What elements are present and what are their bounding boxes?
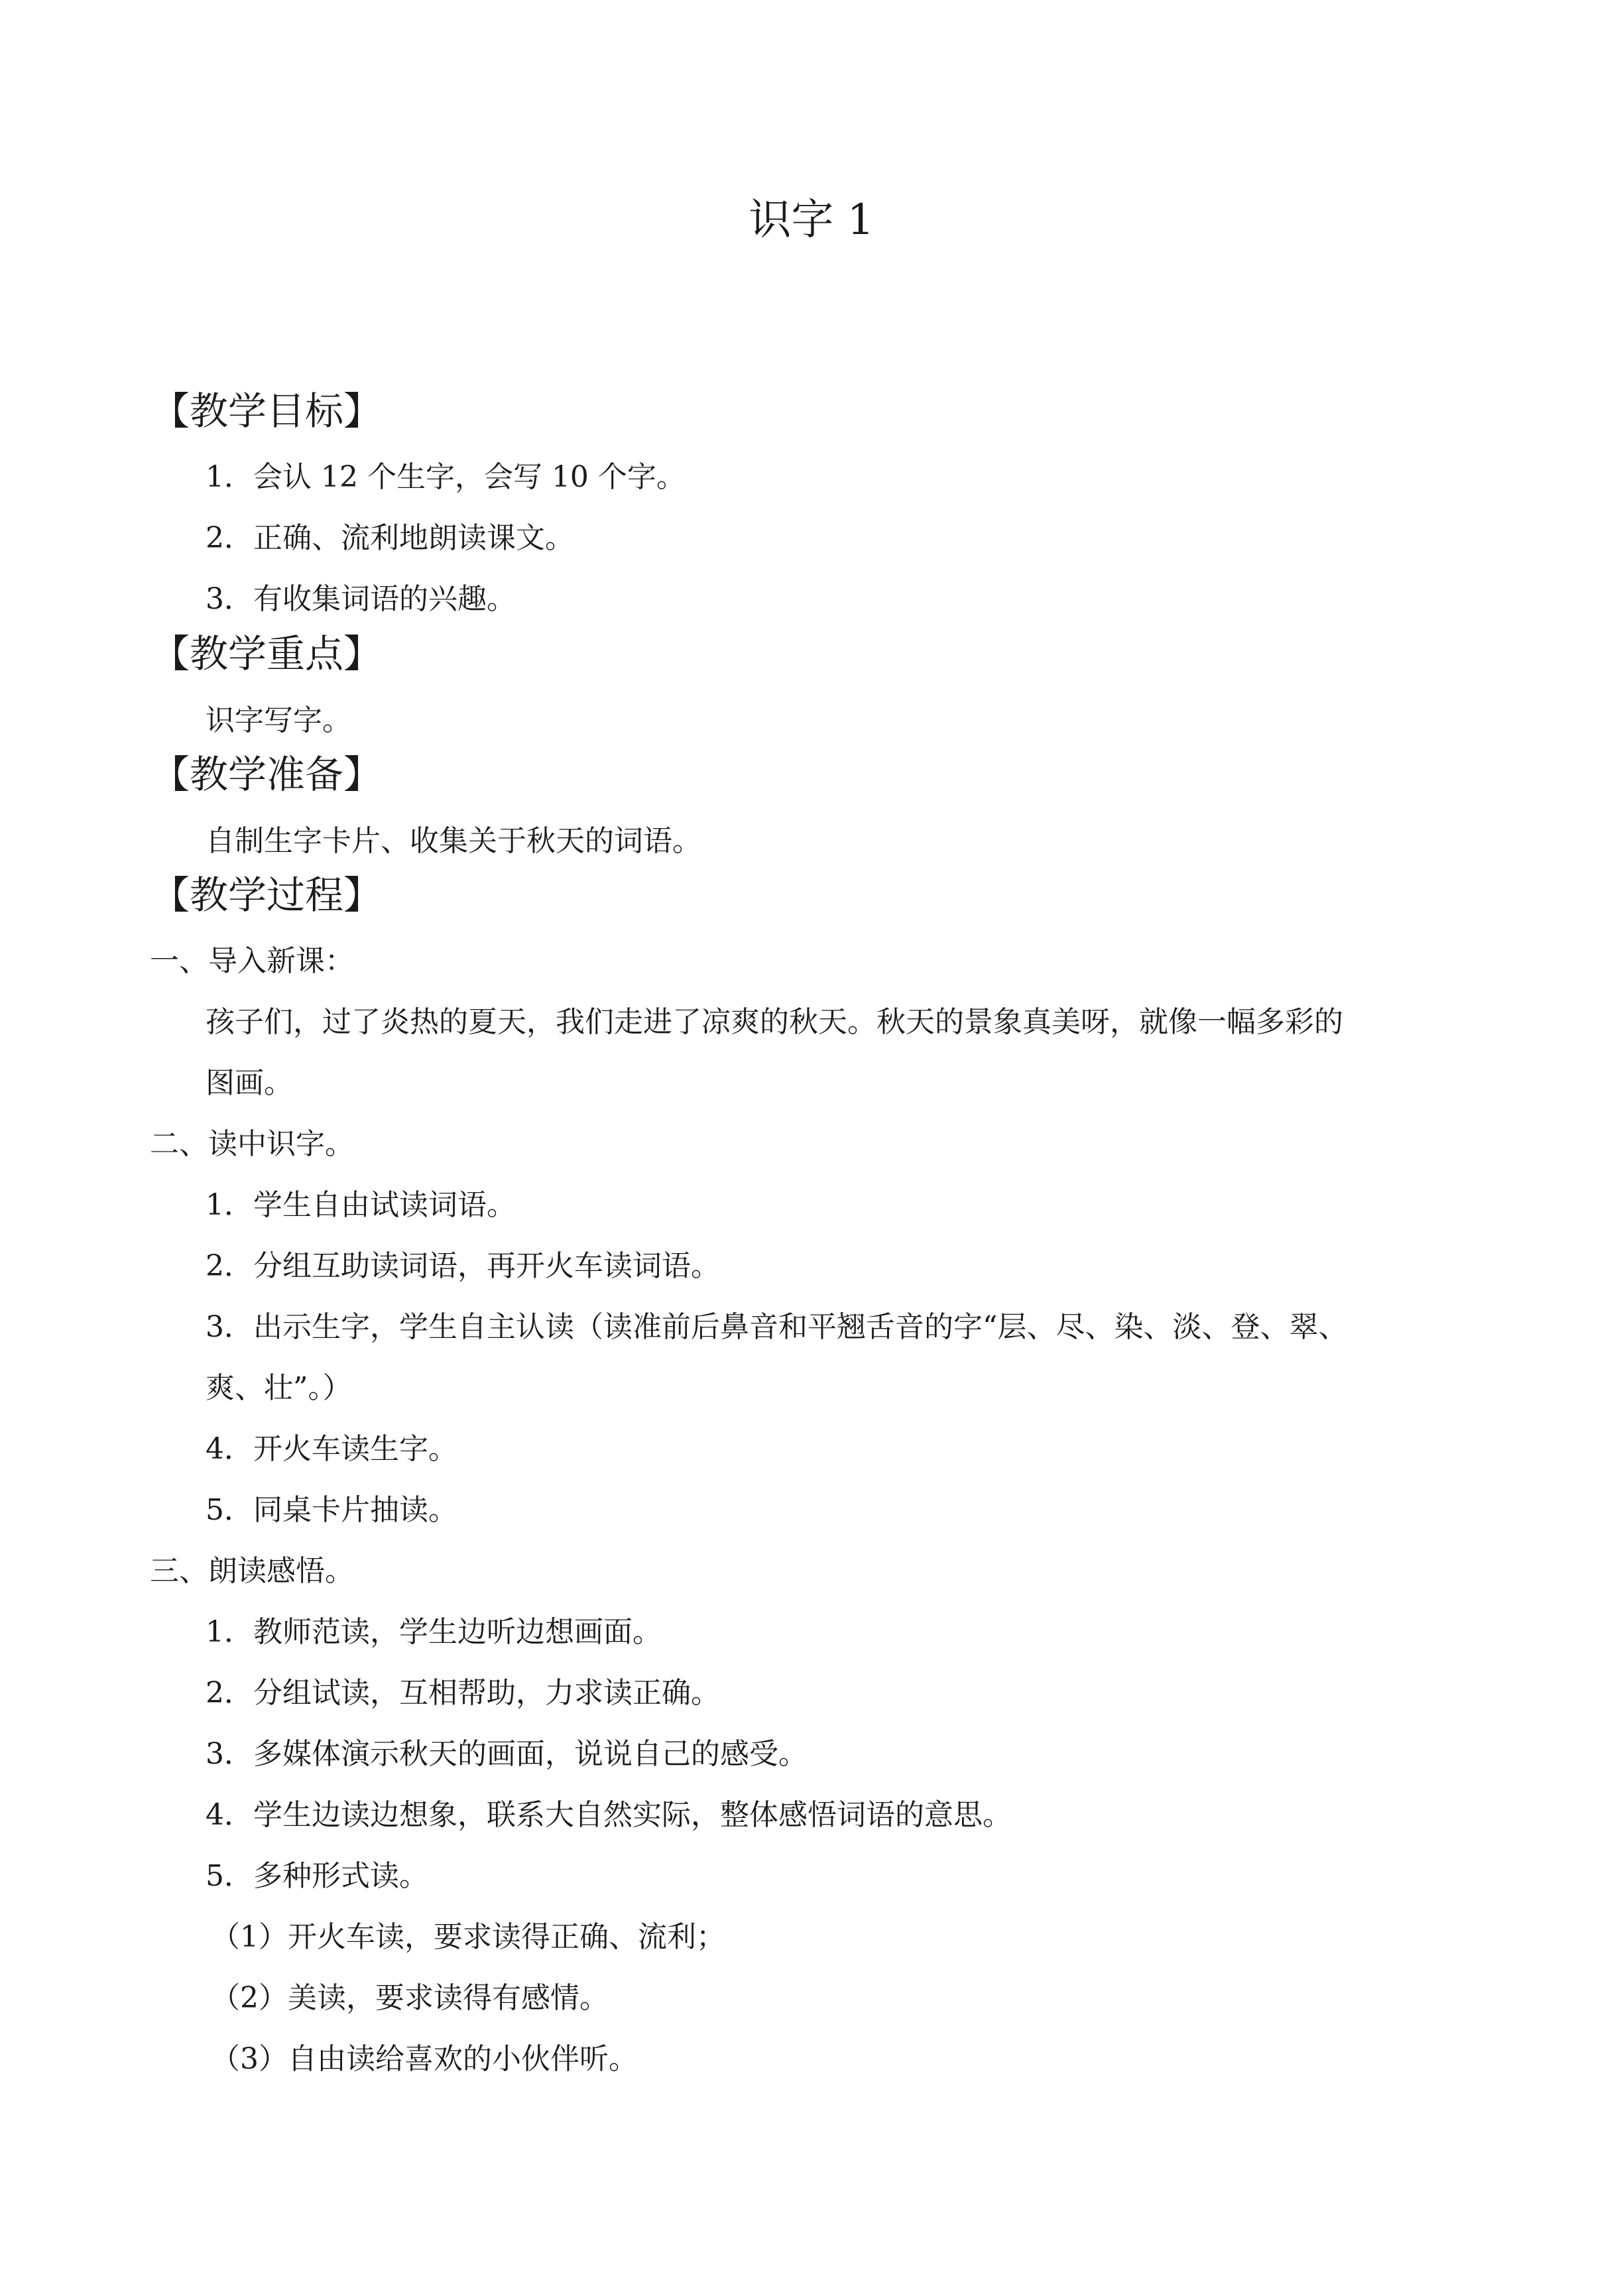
goal-item-3: 3．有收集词语的兴趣。 bbox=[206, 582, 516, 616]
process-part3-subitem: （1）开火车读，要求读得正确、流利； bbox=[211, 1920, 725, 1954]
process-part2-item: 爽、壮”。） bbox=[206, 1371, 352, 1405]
page-title: 识字 1 bbox=[749, 196, 874, 245]
process-part2-item: 2．分组互助读词语，再开火车读词语。 bbox=[206, 1249, 720, 1283]
process-part2-title: 二、读中识字。 bbox=[150, 1127, 354, 1161]
process-part3-item: 4．学生边读边想象，联系大自然实际，整体感悟词语的意思。 bbox=[206, 1798, 1012, 1832]
process-part2-item: 4．开火车读生字。 bbox=[206, 1432, 457, 1466]
goal-item-1: 1．会认 12 个生字，会写 10 个字。 bbox=[206, 460, 686, 494]
section-heading-process: 【教学过程】 bbox=[151, 873, 383, 918]
process-part3-item: 1．教师范读，学生边听边想画面。 bbox=[206, 1615, 662, 1649]
section-heading-preparation: 【教学准备】 bbox=[151, 752, 383, 797]
process-part1-title: 一、导入新课： bbox=[150, 944, 354, 978]
process-part3-subitem: （3）自由读给喜欢的小伙伴听。 bbox=[211, 2042, 638, 2076]
section-heading-key-points: 【教学重点】 bbox=[151, 631, 383, 676]
process-part3-item: 2．分组试读，互相帮助，力求读正确。 bbox=[206, 1676, 720, 1710]
section-heading-goals: 【教学目标】 bbox=[151, 389, 383, 434]
process-part2-item: 5．同桌卡片抽读。 bbox=[206, 1493, 457, 1527]
process-part2-item: 3．出示生字，学生自主认读（读准前后鼻音和平翘舌音的字“层、尽、染、淡、登、翠、 bbox=[206, 1310, 1348, 1344]
preparation-text: 自制生字卡片、收集关于秋天的词语。 bbox=[206, 824, 701, 858]
key-points-text: 识字写字。 bbox=[206, 703, 351, 737]
process-part1-text-line2: 图画。 bbox=[206, 1066, 293, 1100]
process-part3-item: 5．多种形式读。 bbox=[206, 1859, 428, 1893]
process-part3-subitem: （2）美读，要求读得有感情。 bbox=[211, 1981, 609, 2015]
goal-item-2: 2．正确、流利地朗读课文。 bbox=[206, 521, 574, 555]
process-part3-title: 三、朗读感悟。 bbox=[150, 1554, 354, 1588]
process-part2-item: 1．学生自由试读词语。 bbox=[206, 1188, 516, 1222]
process-part1-text-line1: 孩子们，过了炎热的夏天，我们走进了凉爽的秋天。秋天的景象真美呀，就像一幅多彩的 bbox=[206, 1005, 1343, 1039]
process-part3-item: 3．多媒体演示秋天的画面，说说自己的感受。 bbox=[206, 1737, 808, 1771]
